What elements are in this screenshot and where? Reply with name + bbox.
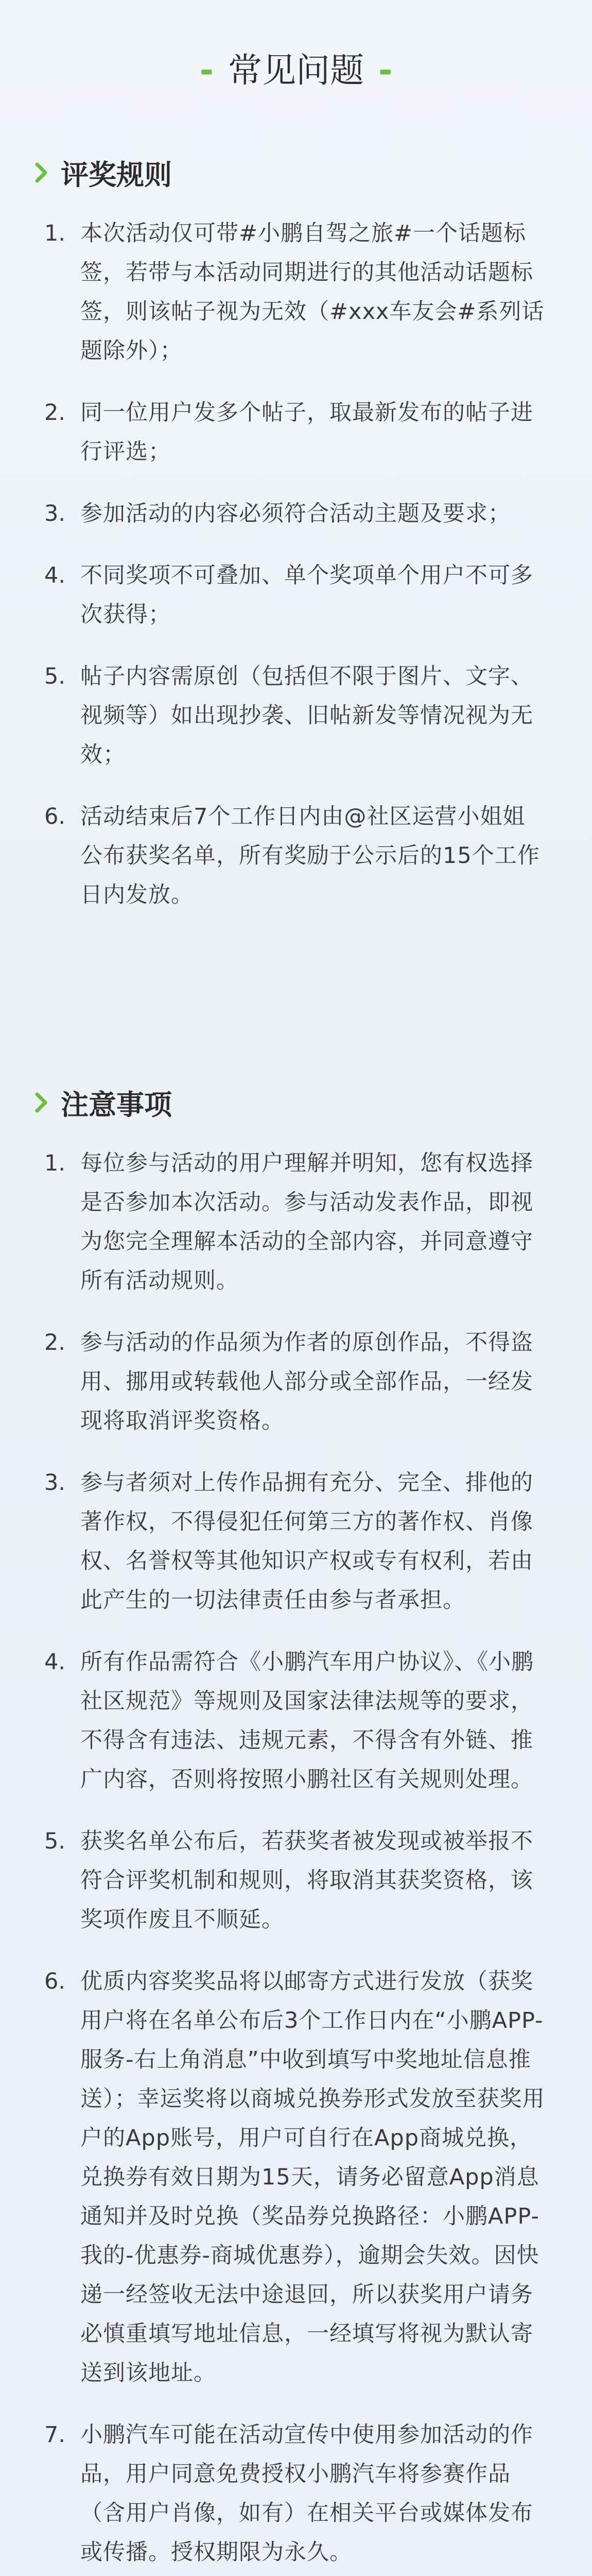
item-text: 不同奖项不可叠加、单个奖项单个用户不可多次获得；	[80, 563, 533, 628]
section-title: 评奖规则	[61, 158, 172, 191]
item-number: 6.	[44, 804, 66, 829]
item-text: 参与活动的作品须为作者的原创作品，不得盗用、挪用或转载他人部分或全部作品，一经发现将取消评奖资格。	[80, 1330, 533, 1434]
list-item	[44, 1463, 553, 1620]
chevron-right-icon	[33, 1082, 56, 1123]
item-number: 3.	[44, 501, 66, 527]
section-notices	[33, 1082, 553, 2576]
item-number: 4.	[44, 563, 66, 588]
section-heading	[33, 152, 553, 193]
item-number: 7.	[44, 2422, 66, 2448]
item-number: 2.	[44, 1330, 66, 1355]
rules-list	[33, 214, 553, 914]
section-heading	[33, 1082, 553, 1123]
list-item	[44, 1642, 553, 1799]
list-item	[44, 393, 553, 471]
item-text: 参与者须对上传作品拥有充分、完全、排他的著作权，不得侵犯任何第三方的著作权、肖像权、名誉权等其他知识产权或专有权利，若由此产生的一切法律责任由参与者承担。	[80, 1470, 533, 1613]
item-number: 3.	[44, 1470, 66, 1496]
faq-header	[0, 47, 592, 94]
item-text: 同一位用户发多个帖子，取最新发布的帖子进行评选；	[80, 400, 533, 465]
list-item	[44, 797, 553, 914]
header-right-dash: -	[378, 50, 393, 90]
item-number: 2.	[44, 400, 66, 426]
item-text: 优质内容奖奖品将以邮寄方式进行发放（获奖用户将在名单公布后3个工作日内在“小鹏APP-服务-右上角消息”中收到填写中奖地址信息推送）；幸运奖将以商城兑换券形式发放至获奖用户的App账号，用户可自行在App商城兑换，兑换券有效日期为15天，请务必留意App消息通知并及时兑换（奖品券兑换路径：小鹏APP-我的-优惠券-商城优惠券），逾期会失效。因快递一经签收无法中途退回，所以获奖用户请务必慎重填写地址信息，一经填写将视为默认寄送到该地址。	[80, 1969, 545, 2386]
list-item	[44, 556, 553, 634]
list-item	[44, 1962, 553, 2393]
item-number: 5.	[44, 1828, 66, 1854]
list-item	[44, 214, 553, 370]
item-text: 本次活动仅可带#小鹏自驾之旅#一个话题标签，若带与本活动同期进行的其他活动话题标签，则该帖子视为无效（#xxx车友会#系列话题除外）；	[80, 221, 545, 364]
item-number: 1.	[44, 1150, 66, 1176]
list-item	[44, 657, 553, 774]
list-item	[44, 1822, 553, 1939]
item-number: 1.	[44, 221, 66, 246]
list-item	[44, 2415, 553, 2572]
item-text: 帖子内容需原创（包括但不限于图片、文字、视频等）如出现抄袭、旧帖新发等情况视为无效；	[80, 664, 533, 768]
chevron-right-icon	[33, 152, 56, 193]
item-text: 获奖名单公布后，若获奖者被发现或被举报不符合评奖机制和规则，将取消其获奖资格，该奖项作废且不顺延。	[80, 1828, 533, 1933]
section-title: 注意事项	[61, 1088, 172, 1121]
item-text: 每位参与活动的用户理解并明知，您有权选择是否参加本次活动。参与活动发表作品，即视为您完全理解本活动的全部内容，并同意遵守所有活动规则。	[80, 1150, 533, 1294]
item-text: 参加活动的内容必须符合活动主题及要求；	[80, 501, 511, 527]
page-title: 常见问题	[228, 50, 364, 90]
item-number: 5.	[44, 664, 66, 689]
header-left-dash: -	[199, 50, 214, 90]
item-number: 4.	[44, 1649, 66, 1675]
item-text: 所有作品需符合《小鹏汽车用户协议》、《小鹏社区规范》等规则及国家法律法规等的要求，不得含有违法、违规元素，不得含有外链、推广内容，否则将按照小鹏社区有关规则处理。	[80, 1649, 534, 1792]
list-item	[44, 494, 553, 533]
section-award-rules	[33, 152, 553, 937]
notices-list	[33, 1144, 553, 2572]
item-text: 小鹏汽车可能在活动宣传中使用参加活动的作品，用户同意免费授权小鹏汽车将参赛作品（含用户肖像，如有）在相关平台或媒体发布或传播。授权期限为永久。	[80, 2422, 533, 2565]
item-number: 6.	[44, 1969, 66, 1994]
list-item	[44, 1323, 553, 1440]
item-text: 活动结束后7个工作日内由@社区运营小姐姐 公布获奖名单，所有奖励于公示后的15个工作日内发放。	[80, 804, 540, 908]
list-item	[44, 1144, 553, 1300]
